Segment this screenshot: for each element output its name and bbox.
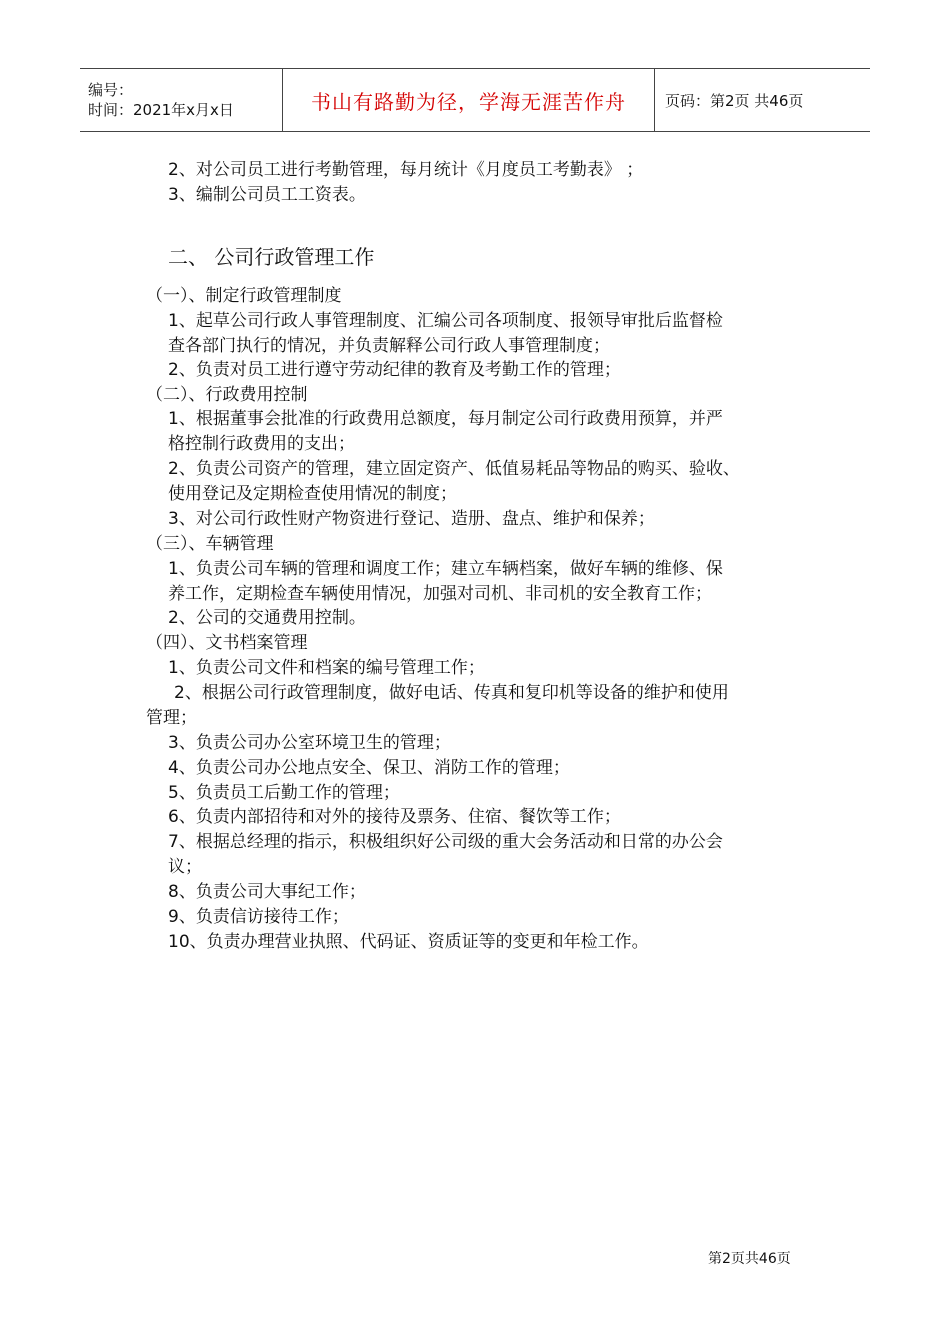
header-page-info — [655, 69, 870, 131]
body-line: 管理； — [146, 708, 197, 728]
body-line: 查各部门执行的情况，并负责解释公司行政人事管理制度； — [168, 336, 610, 356]
body-line: 6、负责内部招待和对外的接待及票务、住宿、餐饮等工作； — [168, 807, 621, 827]
document-number-label: 编号： — [88, 81, 134, 99]
body-line: 2、负责公司资产的管理，建立固定资产、低值易耗品等物品的购买、验收、 — [168, 459, 740, 479]
subsection-heading: （一）、制定行政管理制度 — [146, 286, 342, 306]
body-line: 2、根据公司行政管理制度，做好电话、传真和复印机等设备的维护和使用 — [174, 683, 729, 703]
body-line: 8、负责公司大事纪工作； — [168, 882, 366, 902]
page-number-label: 页码：第2页 共46页 — [665, 91, 804, 110]
body-line: 9、负责信访接待工作； — [168, 907, 349, 927]
body-line: 议； — [168, 857, 202, 877]
body-line: 3、对公司行政性财产物资进行登记、造册、盘点、维护和保养； — [168, 509, 655, 529]
body-line: 10、负责办理营业执照、代码证、资质证等的变更和年检工作。 — [168, 932, 649, 952]
body-line: 3、负责公司办公室环境卫生的管理； — [168, 733, 451, 753]
body-line: 2、对公司员工进行考勤管理，每月统计《月度员工考勤表》 ； — [168, 160, 644, 180]
body-line: 5、负责员工后勤工作的管理； — [168, 783, 400, 803]
page-header — [80, 68, 870, 132]
body-line: 1、起草公司行政人事管理制度、汇编公司各项制度、报领导审批后监督检 — [168, 311, 723, 331]
subsection-heading: （三）、车辆管理 — [146, 534, 274, 554]
body-line: 使用登记及定期检查使用情况的制度； — [168, 484, 457, 504]
body-line: 养工作，定期检查车辆使用情况，加强对司机、非司机的安全教育工作； — [168, 584, 712, 604]
section-heading: 二、 公司行政管理工作 — [168, 245, 375, 269]
body-line: 1、根据董事会批准的行政费用总额度，每月制定公司行政费用预算，并严 — [168, 409, 723, 429]
body-line: 1、负责公司文件和档案的编号管理工作； — [168, 658, 485, 678]
subsection-heading: （二）、行政费用控制 — [146, 385, 308, 405]
motto-text: 书山有路勤为径，学海无涯苦作舟 — [311, 89, 626, 114]
header-motto — [282, 69, 655, 131]
header-meta — [80, 69, 282, 131]
body-line: 格控制行政费用的支出； — [168, 434, 355, 454]
body-line: 7、根据总经理的指示，积极组织好公司级的重大会务活动和日常的办公会 — [168, 832, 723, 852]
body-line: 4、负责公司办公地点安全、保卫、消防工作的管理； — [168, 758, 570, 778]
document-time-label: 时间：2021年x月x日 — [88, 101, 234, 119]
body-line: 3、编制公司员工工资表。 — [168, 185, 366, 205]
footer-page-number: 第2页共46页 — [708, 1251, 791, 1267]
body-line: 2、公司的交通费用控制。 — [168, 608, 366, 628]
page-footer — [708, 1248, 791, 1268]
body-line: 1、负责公司车辆的管理和调度工作；建立车辆档案，做好车辆的维修、保 — [168, 559, 723, 579]
subsection-heading: （四）、文书档案管理 — [146, 633, 308, 653]
body-line: 2、负责对员工进行遵守劳动纪律的教育及考勤工作的管理； — [168, 360, 621, 380]
